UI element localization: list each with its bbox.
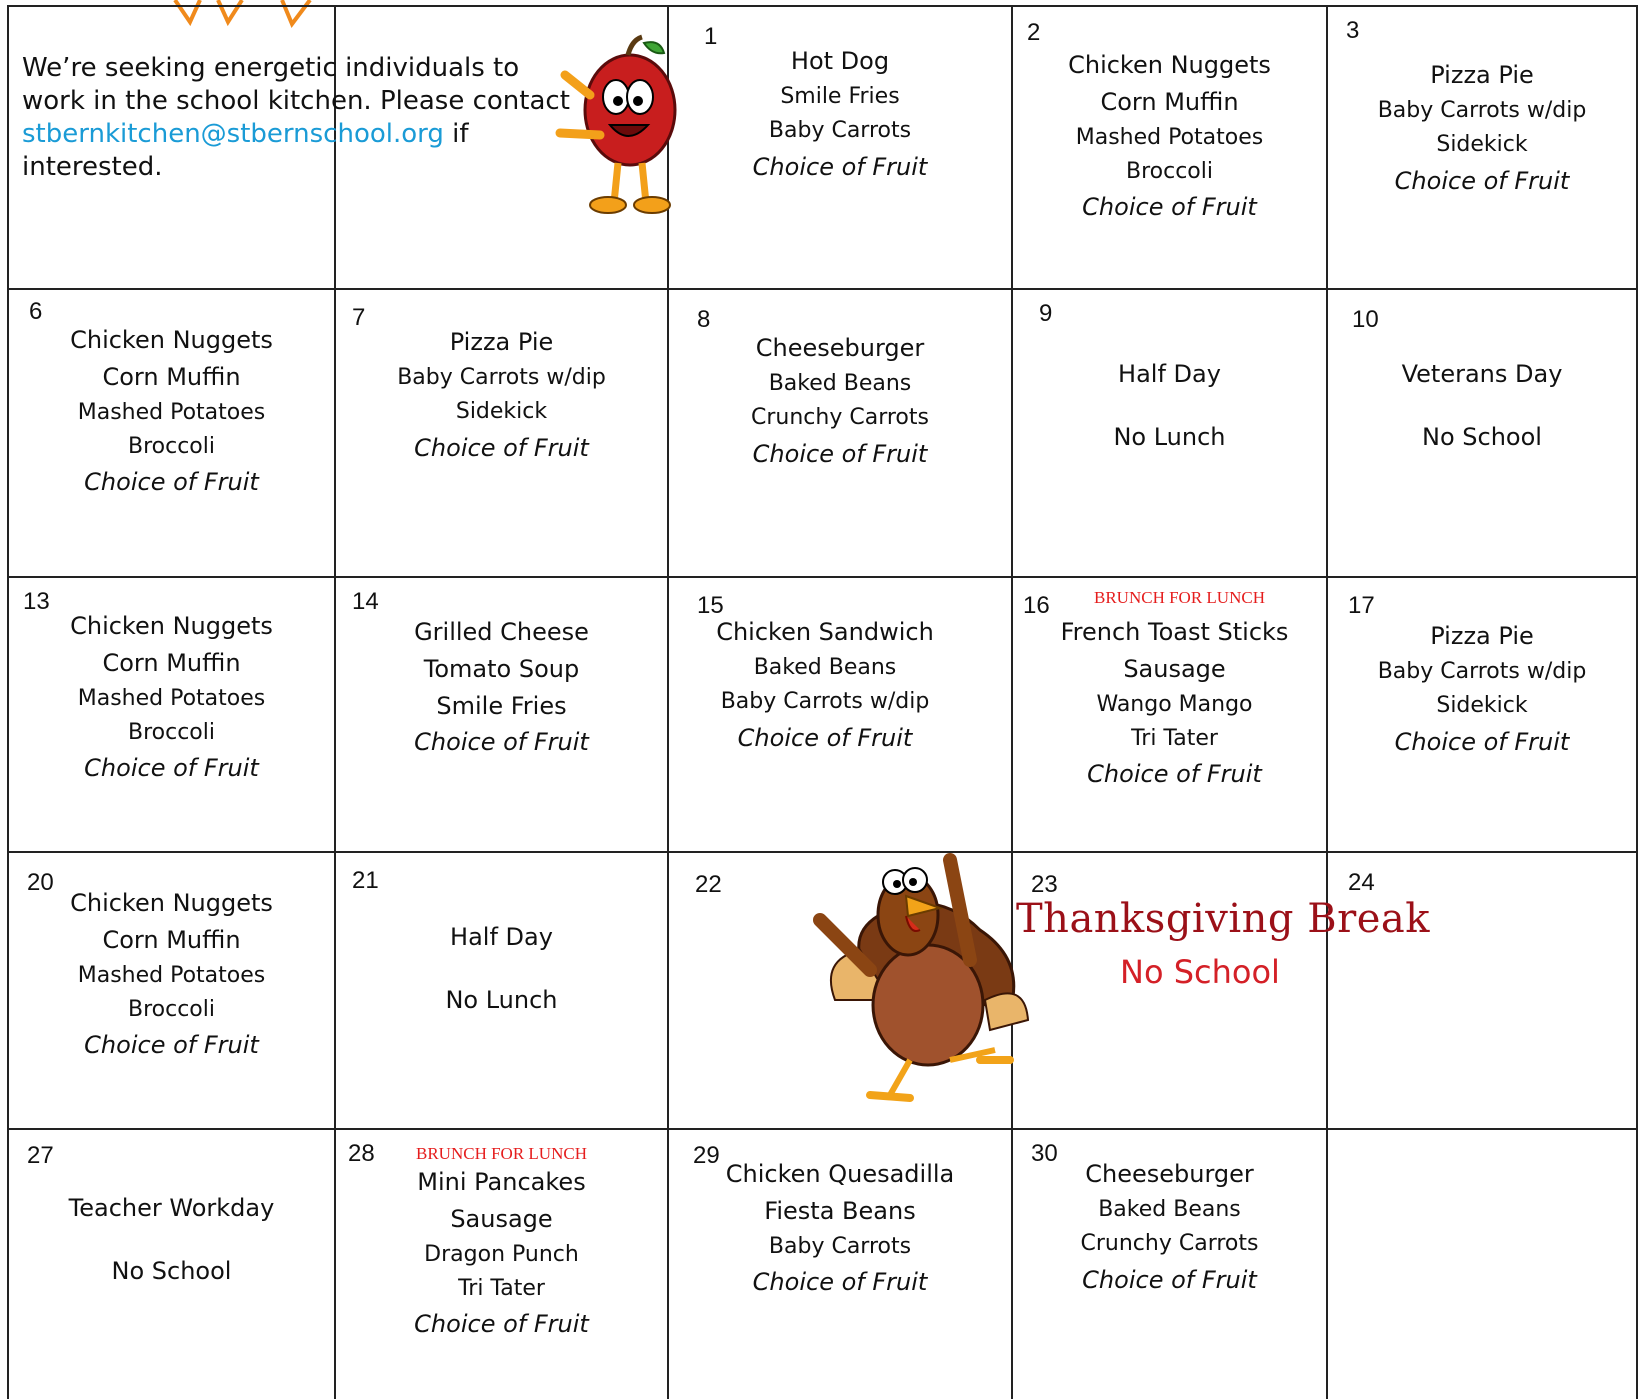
menu-note: Veterans Day [1401,360,1563,388]
menu-fruit: Choice of Fruit [752,439,928,468]
day-number: 22 [695,871,722,898]
menu-item: Baby Carrots [768,1233,912,1259]
menu-item: Smile Fries [780,83,900,109]
menu-item: Corn Muffin [102,648,241,677]
menu-item: Sidekick [1436,693,1528,719]
day-cell [669,7,1011,288]
menu-items [669,334,1011,468]
day-number: 7 [352,304,366,331]
menu-item: Chicken Nuggets [1068,51,1271,79]
menu-items [1328,360,1636,452]
menu-item: Dragon Punch [424,1241,579,1267]
menu-fruit: Choice of Fruit [414,728,589,757]
menu-item: Chicken Nuggets [70,889,273,917]
menu-fruit: Choice of Fruit [1087,760,1262,789]
menu-fruit: Choice of Fruit [1394,727,1570,756]
menu-fruit: Choice of Fruit [752,152,928,181]
menu-items [336,1168,667,1339]
menu-item: Broccoli [128,996,215,1022]
day-number: 24 [1348,869,1375,896]
menu-item: Corn Muffin [102,362,241,391]
day-number: 28 [348,1140,375,1167]
menu-item: Corn Muffin [1100,87,1239,116]
menu-fruit: Choice of Fruit [752,1267,928,1296]
day-cell [669,578,1011,851]
day-number: 20 [27,869,54,896]
menu-item: Chicken Nuggets [70,326,273,354]
menu-item: Tri Tater [1131,725,1218,751]
day-cell [1328,853,1636,1128]
day-cell [1328,7,1636,288]
day-number: 27 [27,1142,54,1169]
menu-note: No School [111,1256,232,1285]
menu-fruit: Choice of Fruit [1394,166,1570,195]
menu-items [1328,622,1636,756]
empty-day-cell [1328,1130,1636,1399]
menu-item: Sidekick [1436,132,1528,158]
day-number: 21 [352,867,379,894]
menu-fruit: Choice of Fruit [737,723,913,752]
day-number: 14 [352,588,379,615]
menu-item: Chicken Nuggets [70,612,273,640]
day-number: 16 [1023,592,1050,619]
day-number: 10 [1352,306,1379,333]
turkey-mascot-icon [810,860,1050,1105]
menu-item: Baby Carrots w/dip [720,689,930,715]
menu-item: Corn Muffin [102,925,241,954]
day-cell [1013,7,1326,288]
menu-item: Sausage [450,1204,553,1233]
day-cell [9,853,334,1128]
menu-item: Baby Carrots [768,118,912,144]
day-cell [1013,290,1326,576]
menu-item: Crunchy Carrots [751,405,929,431]
menu-fruit: Choice of Fruit [1082,193,1257,222]
day-cell [336,1130,667,1399]
day-number: 15 [697,592,724,619]
menu-note: Half Day [1118,360,1221,388]
brunch-banner: BRUNCH FOR LUNCH [416,1144,587,1163]
menu-item: Tomato Soup [423,654,580,683]
day-number: 8 [697,306,711,333]
menu-item: Fiesta Beans [764,1196,916,1225]
menu-item: Mashed Potatoes [77,962,266,988]
menu-item: Baby Carrots w/dip [1377,97,1587,123]
menu-fruit: Choice of Fruit [414,433,589,462]
menu-note: Teacher Workday [68,1194,275,1222]
day-number: 13 [23,588,50,615]
day-cell [1328,578,1636,851]
menu-note: No School [1422,422,1542,451]
notice-text: We’re seeking energetic individuals to work in the school kitchen. Please contact [22,53,570,116]
menu-items [9,889,334,1060]
menu-item: Cheeseburger [755,334,925,362]
notice-text-end: if interested. [22,119,469,182]
menu-fruit: Choice of Fruit [84,468,259,497]
day-cell [336,853,667,1128]
menu-items [1023,618,1326,789]
menu-item: Chicken Quesadilla [725,1160,955,1188]
menu-items [1013,1160,1326,1294]
menu-fruit: Choice of Fruit [84,754,259,783]
day-number: 3 [1346,17,1360,44]
menu-items [1013,360,1326,452]
day-cell [669,290,1011,576]
day-number: 29 [693,1142,720,1169]
menu-fruit: Choice of Fruit [84,1031,259,1060]
day-cell [336,578,667,851]
menu-item: Pizza Pie [1430,61,1534,89]
day-cell [669,1130,1011,1399]
brunch-banner: BRUNCH FOR LUNCH [1094,588,1265,607]
menu-item: Cheeseburger [1085,1160,1254,1188]
menu-item: Pizza Pie [449,328,554,356]
day-cell [9,578,334,851]
day-number: 9 [1039,300,1053,327]
thanksgiving-subtitle: No School [1120,953,1280,991]
menu-items [669,1160,1011,1297]
day-number: 2 [1027,19,1041,46]
menu-item: Crunchy Carrots [1080,1231,1259,1257]
menu-item: Grilled Cheese [414,618,589,646]
menu-items [1328,61,1636,195]
day-cell [1013,578,1326,851]
menu-item: Tri Tater [458,1275,545,1301]
day-cell [336,290,667,576]
day-number: 23 [1031,871,1058,898]
day-number: 6 [29,298,43,325]
menu-item: Baby Carrots w/dip [1377,658,1587,684]
menu-item: Broccoli [1126,158,1213,184]
contact-email-link[interactable]: stbernkitchen@stbernschool.org [22,119,444,149]
menu-item: Mashed Potatoes [77,399,266,425]
day-number: 17 [1348,592,1375,619]
menu-fruit: Choice of Fruit [414,1310,589,1339]
menu-items [9,326,334,497]
day-cell [9,290,334,576]
day-cell [1328,290,1636,576]
menu-item: Baked Beans [768,370,912,396]
menu-item: French Toast Sticks [1060,618,1289,646]
menu-item: Broccoli [128,719,215,745]
menu-items [639,618,1011,752]
menu-item: Wango Mango [1096,691,1253,717]
day-number: 1 [704,23,718,50]
menu-items [669,47,1011,181]
menu-items [336,618,667,757]
menu-item: Baby Carrots w/dip [397,364,606,390]
menu-note: No Lunch [445,985,558,1014]
menu-items [9,612,334,783]
menu-note: No Lunch [1113,422,1226,451]
menu-item: Smile Fries [436,691,567,720]
menu-item: Baked Beans [1098,1196,1241,1222]
menu-note: Half Day [450,923,553,951]
menu-item: Sidekick [455,399,548,425]
menu-item: Baked Beans [753,654,897,680]
menu-item: Broccoli [128,433,215,459]
day-cell [1013,1130,1326,1399]
menu-item: Chicken Sandwich [716,618,934,646]
menu-item: Hot Dog [790,47,890,75]
thanksgiving-title: Thanksgiving Break [1016,896,1430,942]
menu-item: Pizza Pie [1430,622,1534,650]
menu-items [9,1194,334,1286]
menu-fruit: Choice of Fruit [1082,1265,1257,1294]
menu-item: Mashed Potatoes [1075,124,1264,150]
menu-items [336,328,667,462]
menu-item: Mini Pancakes [417,1168,586,1196]
day-number: 30 [1031,1140,1058,1167]
hiring-notice [22,52,582,184]
menu-item: Mashed Potatoes [77,685,266,711]
menu-items [336,923,667,1015]
menu-items [1013,51,1326,222]
menu-item: Sausage [1123,654,1226,683]
day-cell [9,1130,334,1399]
